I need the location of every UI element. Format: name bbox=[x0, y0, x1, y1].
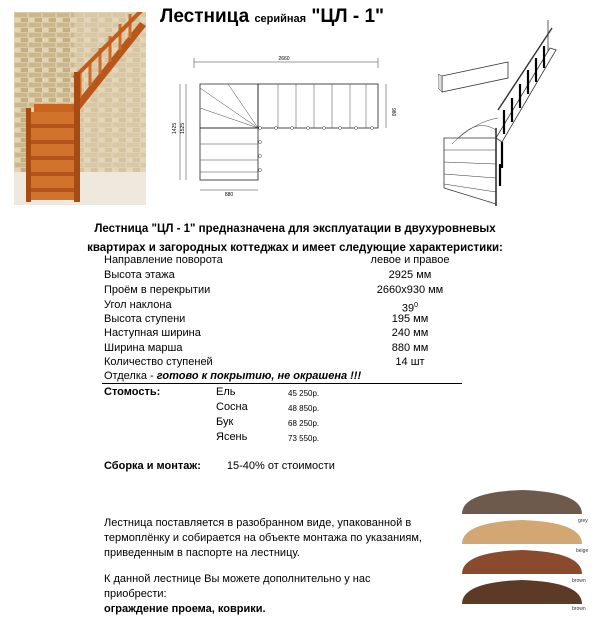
page-title bbox=[160, 6, 384, 28]
wood-price: 45 250р. bbox=[288, 389, 320, 398]
wood-name: Бук bbox=[216, 416, 234, 428]
spec-row bbox=[104, 253, 464, 268]
addon-items: ограждение проема, коврики. bbox=[104, 603, 266, 615]
delivery-text: Лестница поставляется в разобранном виде, упакованной в термоплёнку и собирается на объекте монтажа по указаниям, приведенным в паспорте на лестницу. bbox=[104, 517, 422, 559]
rug-beige bbox=[462, 520, 582, 544]
spec-value: 14 шт bbox=[395, 356, 425, 368]
spec-label: Ширина марша bbox=[104, 342, 183, 354]
spec-row bbox=[104, 298, 464, 313]
wood-name: Ясень bbox=[216, 431, 248, 443]
angle-degree: 0 bbox=[414, 302, 419, 309]
spec-value: 195 мм bbox=[391, 313, 429, 325]
rug-dark-brown bbox=[462, 580, 582, 604]
stair-rugs-image bbox=[452, 488, 592, 614]
angle-value: 39 bbox=[401, 302, 415, 315]
spec-row bbox=[104, 355, 464, 370]
spec-value: 2925 мм bbox=[388, 269, 432, 281]
rug-tag: beige bbox=[576, 548, 589, 554]
dim-width: 2660 bbox=[278, 56, 290, 62]
plan-drawing bbox=[172, 48, 400, 210]
assembly-value: 15-40% от стоимости bbox=[226, 460, 335, 472]
dim-bottom: 880 bbox=[224, 192, 234, 198]
spec-label: Направление поворота bbox=[104, 254, 223, 266]
title-model: "ЦЛ - 1" bbox=[311, 6, 385, 27]
finish-note bbox=[104, 370, 361, 382]
staircase-photo bbox=[14, 12, 146, 205]
spec-label: Проём в перекрытии bbox=[104, 284, 211, 296]
addon-block bbox=[104, 572, 434, 617]
assembly-label: Сборка и монтаж: bbox=[104, 460, 201, 472]
dim-left-a: 1425 bbox=[172, 122, 178, 134]
spec-label: Угол наклона bbox=[104, 299, 172, 311]
title-main: Лестница bbox=[160, 6, 250, 27]
addon-text: К данной лестнице Вы можете дополнительно у нас приобрести: bbox=[104, 573, 371, 600]
spec-value: 240 мм bbox=[391, 327, 429, 339]
spec-label: Высота ступени bbox=[104, 313, 186, 325]
rug-grey bbox=[462, 490, 582, 514]
wood-price: 68 250р. bbox=[288, 419, 320, 428]
spec-value: левое и правое bbox=[370, 254, 450, 266]
spec-value: 880 мм bbox=[391, 342, 429, 354]
title-sub: серийная bbox=[254, 13, 307, 25]
spec-label: Количество ступеней bbox=[104, 356, 213, 368]
spec-row bbox=[104, 326, 464, 341]
cost-label: Стомость: bbox=[104, 386, 161, 398]
spec-label: Наступная ширина bbox=[104, 327, 201, 339]
rug-tag: brown bbox=[572, 606, 586, 612]
rug-brown bbox=[462, 550, 582, 574]
dim-left-b: 1525 bbox=[180, 122, 186, 134]
finish-value: готово к покрытию, не окрашена !!! bbox=[156, 370, 362, 382]
wood-name: Ель bbox=[216, 386, 236, 398]
spec-label: Высота этажа bbox=[104, 269, 175, 281]
intro-line-2: квартирах и загородных коттеджах и имеет следующие характеристики: bbox=[87, 242, 503, 254]
wood-price: 48 850р. bbox=[288, 404, 320, 413]
spec-row bbox=[104, 268, 464, 283]
spec-value: 2660х930 мм bbox=[376, 284, 444, 296]
intro-line-1: Лестница "ЦЛ - 1" предназначена для эксплуатации в двухуровневых bbox=[94, 223, 496, 235]
spec-row bbox=[104, 312, 464, 327]
rug-tag: grey bbox=[578, 518, 588, 524]
rug-tag: brown bbox=[572, 578, 586, 584]
assembly-row bbox=[104, 460, 335, 472]
wood-name: Сосна bbox=[216, 401, 248, 413]
divider bbox=[102, 383, 462, 384]
spec-row bbox=[104, 283, 464, 298]
dim-side: 980 bbox=[390, 108, 396, 117]
isometric-drawing bbox=[438, 18, 588, 208]
spec-row bbox=[104, 341, 464, 356]
finish-label: Отделка - bbox=[104, 370, 154, 382]
wood-price: 73 550р. bbox=[288, 434, 320, 443]
